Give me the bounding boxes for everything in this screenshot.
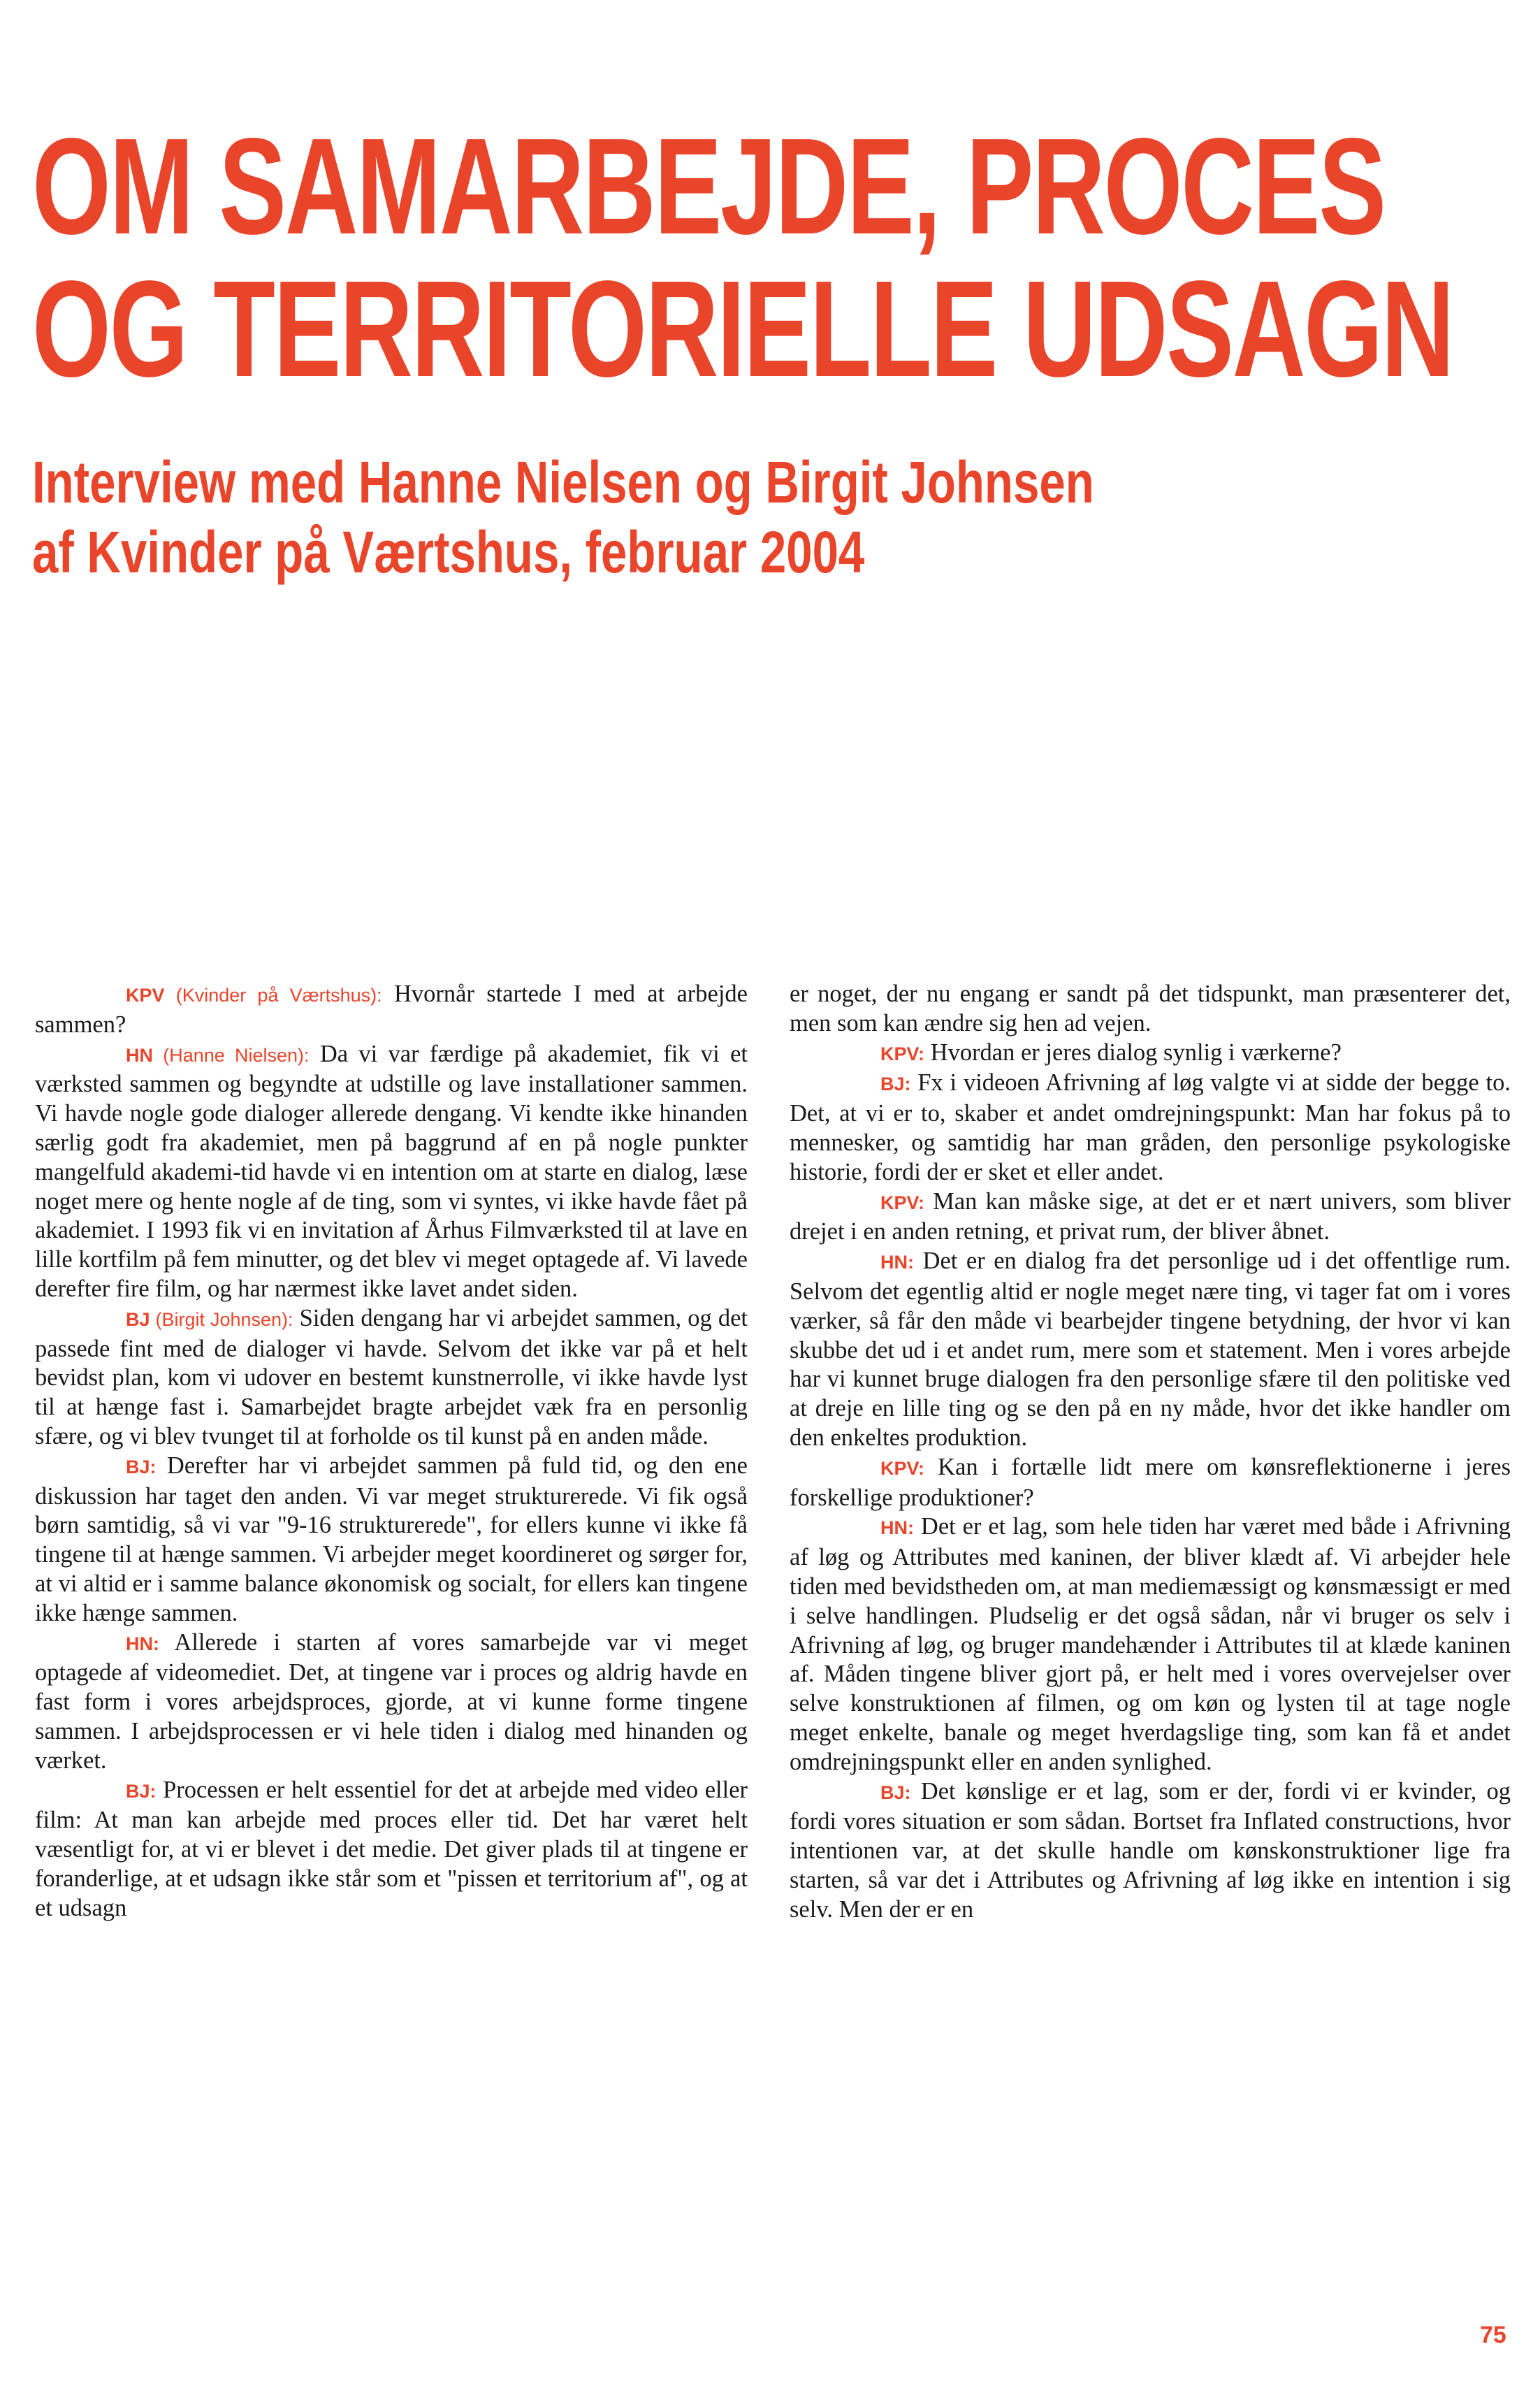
- speaker-label: KPV:: [880, 1043, 925, 1064]
- paragraph: [790, 1512, 1511, 1777]
- paragraph: [790, 1187, 1511, 1248]
- paragraph-text: Fx i videoen Afrivning af løg valgte vi at sidde der begge to. Det, at vi er to, skaber et andet omdrejningspunkt: Man har fokus på to mennesker, og samtidig har man gråden, den personlige psykologiske historie, fordi der er sket et eller andet.: [790, 1069, 1511, 1185]
- paragraph-text: Processen er helt essentiel for det at arbejde med video eller film: At man kan arbejde med proces eller tid. Det har været helt væsentligt for, at vi er blevet i det medie. Det giver plads til at tingene er foranderlige, at et udsagn ikke står som et "pissen et territorium af", og at et udsagn: [35, 1776, 748, 1921]
- article-title: [32, 110, 1453, 405]
- paragraph: [35, 1040, 748, 1304]
- speaker-label: BJ: [126, 1308, 150, 1330]
- speaker-label: HN: [126, 1044, 153, 1066]
- title-line-2: OG TERRITORIELLE UDSAGN: [32, 252, 1453, 405]
- speaker-label: KPV:: [880, 1192, 925, 1213]
- paragraph-text: Det er en dialog fra det personlige ud i det offentlige rum. Selvom det egentlig altid er nogle meget nære ting, vi tager fat om i vores værker, så får den måde vi bearbejder tingene betydning, der hvor vi kan skubbe det ud i et andet rum, mere som et statement. Men i vores arbejde har vi kunnet bruge dialogen fra den personlige sfære til den politiske ved at dreje en lille ting og se den på en ny måde, hvor det ikke handler om den enkeltes produktion.: [790, 1248, 1511, 1451]
- paragraph: [790, 1453, 1511, 1513]
- subtitle-line-1: Interview med Hanne Nielsen og Birgit Johnsen: [32, 449, 1094, 515]
- paragraph: [35, 1304, 748, 1452]
- subtitle-line-2: af Kvinder på Værtshus, februar 2004: [32, 519, 865, 585]
- left-column: [35, 980, 748, 1923]
- paragraph: [790, 1039, 1511, 1069]
- paragraph-text: Derefter har vi arbejdet sammen på fuld tid, og den ene diskussion har taget den anden. Vi var meget strukturerede. Vi fik også børn samtidig, så vi var "9-16 strukturerede", for ellers kunne vi ikke få tingene til at hænge sammen. Vi arbejder meget koordineret og sørger for, at vi altid er i samme balance økonomisk og socialt, for ellers kan tingene ikke hænge sammen.: [35, 1452, 748, 1626]
- speaker-label: KPV:: [880, 1457, 925, 1479]
- speaker-label: KPV: [126, 985, 165, 1006]
- paragraph-text: Siden dengang har vi arbejdet sammen, og det passede fint med de dialoger vi havde. Selvom det ikke var på et helt bevidst plan, kom vi udover en bestemt kunstnerrolle, vi ikke havde lyst til at hænge fast i. Samarbejdet bragte arbejdet væk fra en personlig sfære, og vi blev tvunget til at forholde os til kunst på en anden måde.: [35, 1304, 748, 1450]
- speaker-label: HN:: [126, 1633, 159, 1654]
- paragraph: [790, 1247, 1511, 1453]
- paragraph-text: Kan i fortælle lidt mere om kønsreflektionerne i jeres forskellige produktioner?: [790, 1453, 1511, 1511]
- paragraph: [790, 1777, 1511, 1925]
- speaker-expansion: (Hanne Nielsen):: [153, 1044, 310, 1066]
- paragraph-continuation: er noget, der nu engang er sandt på det tidspunkt, man præsenterer det, men som kan ændre sig hen ad vejen.: [790, 981, 1511, 1036]
- paragraph: [35, 980, 748, 1040]
- page-number: 75: [1480, 2322, 1506, 2348]
- speaker-label: BJ:: [126, 1780, 157, 1802]
- speaker-label: BJ:: [880, 1781, 911, 1803]
- speaker-expansion: (Kvinder på Værtshus):: [164, 985, 382, 1006]
- paragraph-text: Man kan måske sige, at det er et nært univers, som bliver drejet i en anden retning, et privat rum, der bliver åbnet.: [790, 1187, 1511, 1245]
- paragraph: [35, 1628, 748, 1776]
- speaker-label: BJ:: [126, 1456, 157, 1477]
- paragraph-text: Allerede i starten af vores samarbejde var vi meget optagede af videomediet. Det, at tingene var i proces og aldrig havde en fast form i vores arbejdsproces, gjorde, at vi kunne forme tingene sammen. I arbejdsprocessen er vi hele tiden i dialog med hinanden og værket.: [35, 1628, 748, 1774]
- speaker-label: HN:: [880, 1252, 914, 1273]
- paragraph: [35, 1452, 748, 1628]
- paragraph-text: Hvordan er jeres dialog synlig i værkerne?: [924, 1039, 1342, 1066]
- paragraph-text: Det er et lag, som hele tiden har været med både i Afrivning af løg og Attributes med kaninen, der bliver klædt af. Vi arbejder hele tiden med bevidstheden om, at man mediemæssigt og kønsmæssigt er med i selve handlingen. Pludselig er det også sådan, når vi bruger os selv i Afrivning af løg, og bruger mandehænder i Attributes til at klæde kaninen af. Måden tingene bliver gjort på, er helt med i vores overvejelser over selve konstruktionen af filmen, og om køn og lysten til at tage nogle meget enkelte, banale og meget hverdagslige ting, som kan få et andet omdrejningspunkt eller en anden synlighed.: [790, 1513, 1511, 1775]
- paragraph-text: Da vi var færdige på akademiet, fik vi et værksted sammen og begyndte at udstille og lave installationer sammen. Vi havde nogle gode dialoger allerede dengang. Vi kendte ikke hinanden særlig godt fra akademiet, men på baggrund af en på nogle punkter mangelfuld akademi-tid havde vi en intention om at starte en dialog, læse noget mere og hente nogle af de ting, som vi syntes, vi ikke havde fået på akademiet. I 1993 fik vi en invitation af Århus Filmværksted til at lave en lille kortfilm på fem minutter, og det blev vi meget optagede af. Vi lavede derefter fire film, og har nærmest ikke lavet andet siden.: [35, 1040, 748, 1302]
- paragraph-text: Hvornår startede I med at arbejde sammen?: [35, 981, 748, 1038]
- title-line-1: OM SAMARBEJDE, PROCES: [32, 110, 1385, 263]
- article-subtitle: [32, 447, 1094, 587]
- speaker-label: HN:: [880, 1517, 914, 1539]
- paragraph-text: Det kønslige er et lag, som er der, fordi vi er kvinder, og fordi vores situation er som sådan. Bortset fra Inflated constructions, hvor intentionen var, at det skulle handle om kønskonstruktioner lige fra starten, så var det i Attributes og Afrivning af løg ikke en intention i sig selv. Men der er en: [790, 1777, 1511, 1923]
- paragraph: [35, 1776, 748, 1923]
- paragraph: [790, 1069, 1511, 1187]
- speaker-expansion: (Birgit Johnsen):: [150, 1308, 293, 1330]
- right-column: [790, 980, 1511, 1925]
- speaker-label: BJ:: [880, 1074, 911, 1095]
